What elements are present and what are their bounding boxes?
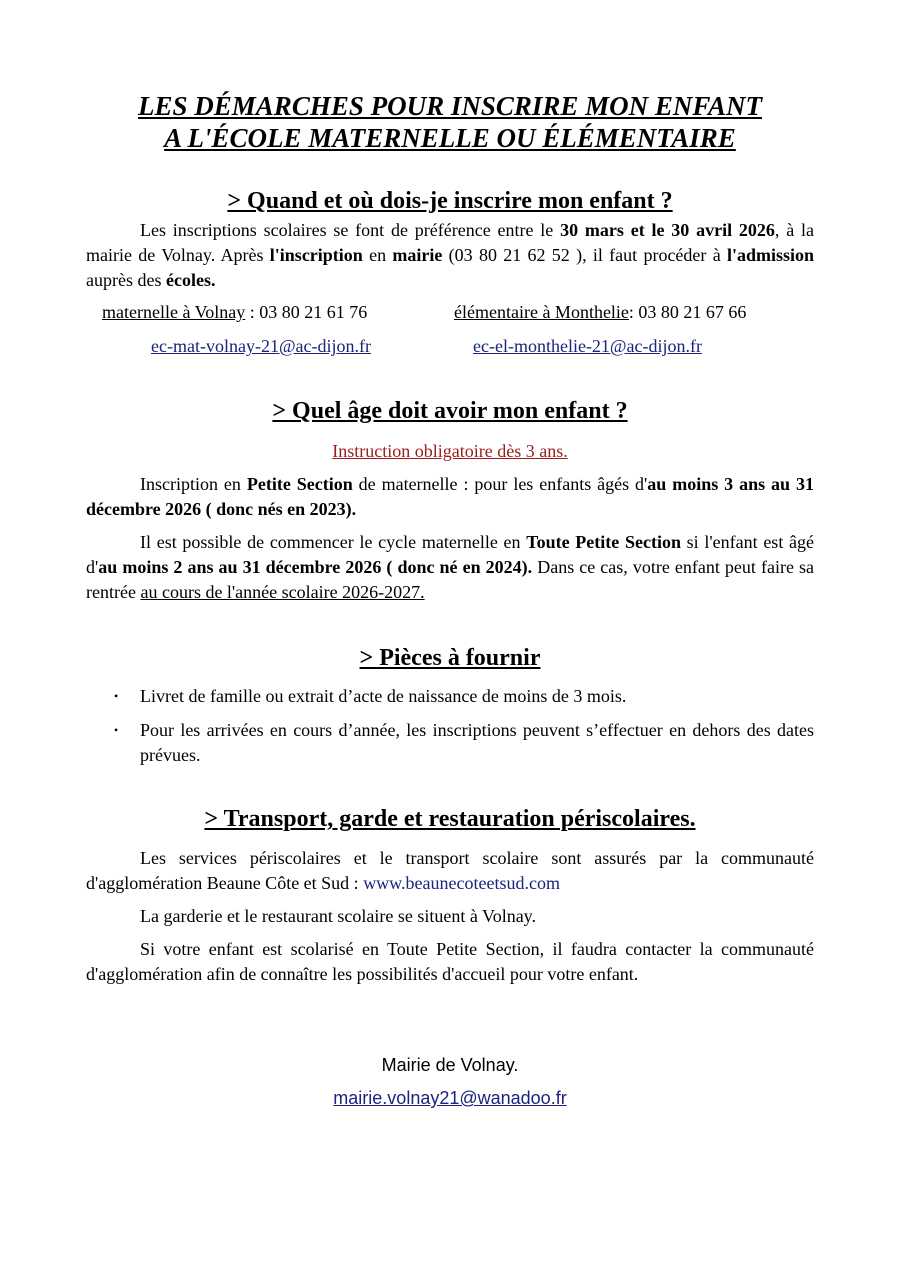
text: auprès des xyxy=(86,270,166,290)
text: Les services périscolaires et le transport scolaire sont assurés par la communauté d'agglomération Beaune Côte et Sud : xyxy=(86,848,814,893)
bold-age-condition: au moins 3 ans au 31 décembre 2026 ( donc nés en 2023). xyxy=(86,474,814,519)
text: en xyxy=(362,245,393,265)
list-item xyxy=(86,684,814,709)
bold-petite-section: Petite Section xyxy=(246,474,353,494)
elementaire-email-link[interactable]: ec-el-monthelie-21@ac-dijon.fr xyxy=(473,336,702,356)
page-title xyxy=(86,90,814,154)
text: (03 80 21 62 52 ), il faut procéder à xyxy=(442,245,727,265)
agglomeration-website-link[interactable]: www.beaunecoteetsud.com xyxy=(363,873,560,893)
list-item-text: Pour les arrivées en cours d’année, les inscriptions peuvent s’effectuer en dehors des dates prévues. xyxy=(140,720,814,765)
paragraph-periscolaire xyxy=(86,846,814,896)
text: Inscription en xyxy=(140,474,247,494)
mairie-email xyxy=(86,1086,814,1111)
maternelle-email-link[interactable]: ec-mat-volnay-21@ac-dijon.fr xyxy=(151,336,371,356)
maternelle-phone-number: : 03 80 21 61 76 xyxy=(245,302,368,322)
text: Il est possible de commencer le cycle maternelle en xyxy=(140,532,527,552)
compulsory-notice-text: Instruction obligatoire dès 3 ans. xyxy=(332,441,568,461)
paragraph-registration-dates xyxy=(86,218,814,293)
elementaire-label: élémentaire à Monthelie xyxy=(454,302,629,322)
text: , à la mairie de Volnay. Après xyxy=(86,220,814,265)
compulsory-notice xyxy=(86,439,814,464)
maternelle-label: maternelle à Volnay xyxy=(102,302,246,322)
mairie-email-link[interactable]: mairie.volnay21@wanadoo.fr xyxy=(333,1088,567,1108)
list-item xyxy=(86,718,814,768)
section-heading-documents: > Pièces à fournir xyxy=(359,645,541,671)
text: de maternelle : pour les enfants âgés d' xyxy=(352,474,648,494)
maternelle-phone xyxy=(102,302,367,323)
bold-inscription: l'inscription xyxy=(269,245,363,265)
text: si l'enfant est âgé d' xyxy=(86,532,815,577)
section-heading-transport: > Transport, garde et restauration périscolaires. xyxy=(204,806,696,832)
bullet-icon: • xyxy=(114,723,119,737)
bold-mairie: mairie xyxy=(392,245,443,265)
bullet-icon: • xyxy=(114,689,119,703)
section-heading-when-where: > Quand et où dois-je inscrire mon enfant ? xyxy=(227,188,673,214)
section-heading-age: > Quel âge doit avoir mon enfant ? xyxy=(272,398,628,424)
title-line-2: A L'ÉCOLE MATERNELLE OU ÉLÉMENTAIRE xyxy=(164,123,736,153)
bold-age-condition-2: au moins 2 ans au 31 décembre 2026 ( donc né en 2024). xyxy=(98,557,533,577)
paragraph-toute-petite-section xyxy=(86,530,814,605)
elementaire-phone xyxy=(454,302,746,323)
bold-admission: l'admission xyxy=(726,245,815,265)
text: Dans ce cas, votre enfant peut faire sa rentrée xyxy=(86,557,814,602)
text: Les inscriptions scolaires se font de préférence entre le xyxy=(140,220,561,240)
paragraph-toute-petite-section-contact: Si votre enfant est scolarisé en Toute Petite Section, il faudra contacter la communauté d'agglomération afin de connaître les possibilités d'accueil pour votre enfant. xyxy=(86,939,814,984)
bold-dates: 30 mars et le 30 avril 2026 xyxy=(560,220,775,240)
bold-toute-petite-section: Toute Petite Section xyxy=(526,532,681,552)
elementaire-phone-number: : 03 80 21 67 66 xyxy=(628,302,747,322)
paragraph-garderie: La garderie et le restaurant scolaire se situent à Volnay. xyxy=(140,906,537,926)
paragraph-petite-section xyxy=(86,472,814,522)
underlined-school-year: au cours de l'année scolaire 2026-2027. xyxy=(140,582,425,602)
title-line-1: LES DÉMARCHES POUR INSCRIRE MON ENFANT xyxy=(138,91,762,121)
list-item-text: Livret de famille ou extrait d’acte de naissance de moins de 3 mois. xyxy=(140,686,627,706)
bold-ecoles: écoles. xyxy=(165,270,216,290)
signature: Mairie de Volnay. xyxy=(381,1055,519,1075)
